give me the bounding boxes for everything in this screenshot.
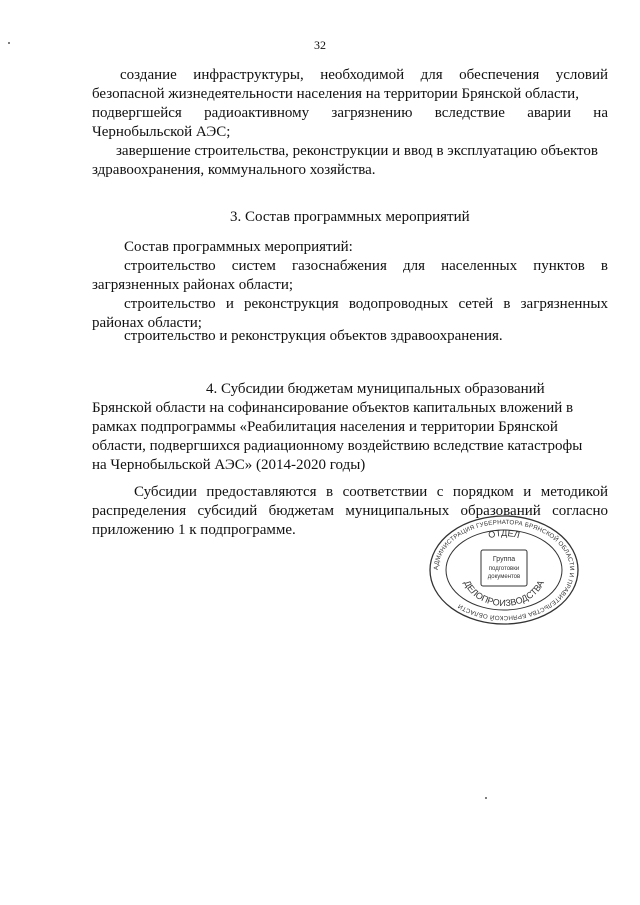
stamp-division-label: ДЕЛОПРОИЗВОДСТВА bbox=[462, 578, 546, 609]
list-item-continued: здравоохранения, коммунального хозяйства. bbox=[92, 162, 376, 178]
stamp-department-label: ОТДЕЛ bbox=[487, 527, 521, 541]
stamp-center-line: документов bbox=[487, 574, 521, 580]
stamp-outer-text: АДМИНИСТРАЦИЯ ГУБЕРНАТОРА БРЯНСКОЙ ОБЛАСТИ И ПРАВИТЕЛЬСТВА БРЯНСКОЙ ОБЛАСТИ bbox=[432, 518, 576, 622]
scan-speck bbox=[8, 42, 10, 44]
page-number: 32 bbox=[314, 38, 326, 52]
section-4-heading-line: на Чернобыльской АЭС» (2014-2020 годы) bbox=[92, 457, 366, 473]
list-item: строительство систем газоснабжения для населенных пунктов в bbox=[124, 258, 608, 274]
list-item-continued: районах области; bbox=[92, 315, 202, 331]
stamp-center-line: Группа bbox=[492, 556, 516, 563]
scan-speck bbox=[485, 797, 487, 799]
section-3-intro: Состав программных мероприятий: bbox=[124, 239, 353, 255]
list-item: строительство и реконструкция объектов здравоохранения. bbox=[124, 328, 503, 344]
list-item-continued: Чернобыльской АЭС; bbox=[92, 124, 231, 140]
department-stamp bbox=[428, 514, 580, 626]
section-4-heading: 4. Субсидии бюджетам муниципальных образований bbox=[206, 381, 545, 397]
section-4-heading-line: рамках подпрограммы «Реабилитация населения и территории Брянской bbox=[92, 419, 558, 435]
list-item-continued: загрязненных районах области; bbox=[92, 277, 294, 293]
list-item-continued: безопасной жизнедеятельности населения на территории Брянской области, bbox=[92, 86, 579, 102]
body-paragraph-line: приложению 1 к подпрограмме. bbox=[92, 522, 296, 538]
body-paragraph-line: распределения субсидий бюджетам муниципальных образований согласно bbox=[92, 503, 608, 519]
section-3-heading: 3. Состав программных мероприятий bbox=[230, 209, 470, 225]
body-paragraph: Субсидии предоставляются в соответствии с порядком и методикой bbox=[134, 484, 608, 500]
list-item: строительство и реконструкция водопроводных сетей в загрязненных bbox=[124, 296, 608, 312]
list-item: создание инфраструктуры, необходимой для обеспечения условий bbox=[120, 67, 608, 83]
list-item-continued: подвергшейся радиоактивному загрязнению вследствие аварии на bbox=[92, 105, 608, 121]
list-item: завершение строительства, реконструкции и ввод в эксплуатацию объектов bbox=[116, 143, 598, 159]
stamp-center-line: подготовки bbox=[488, 566, 520, 572]
section-4-heading-line: Брянской области на софинансирование объектов капитальных вложений в bbox=[92, 400, 574, 416]
section-4-heading-line: области, подвергшихся радиационному воздействию вследствие катастрофы bbox=[92, 438, 583, 454]
